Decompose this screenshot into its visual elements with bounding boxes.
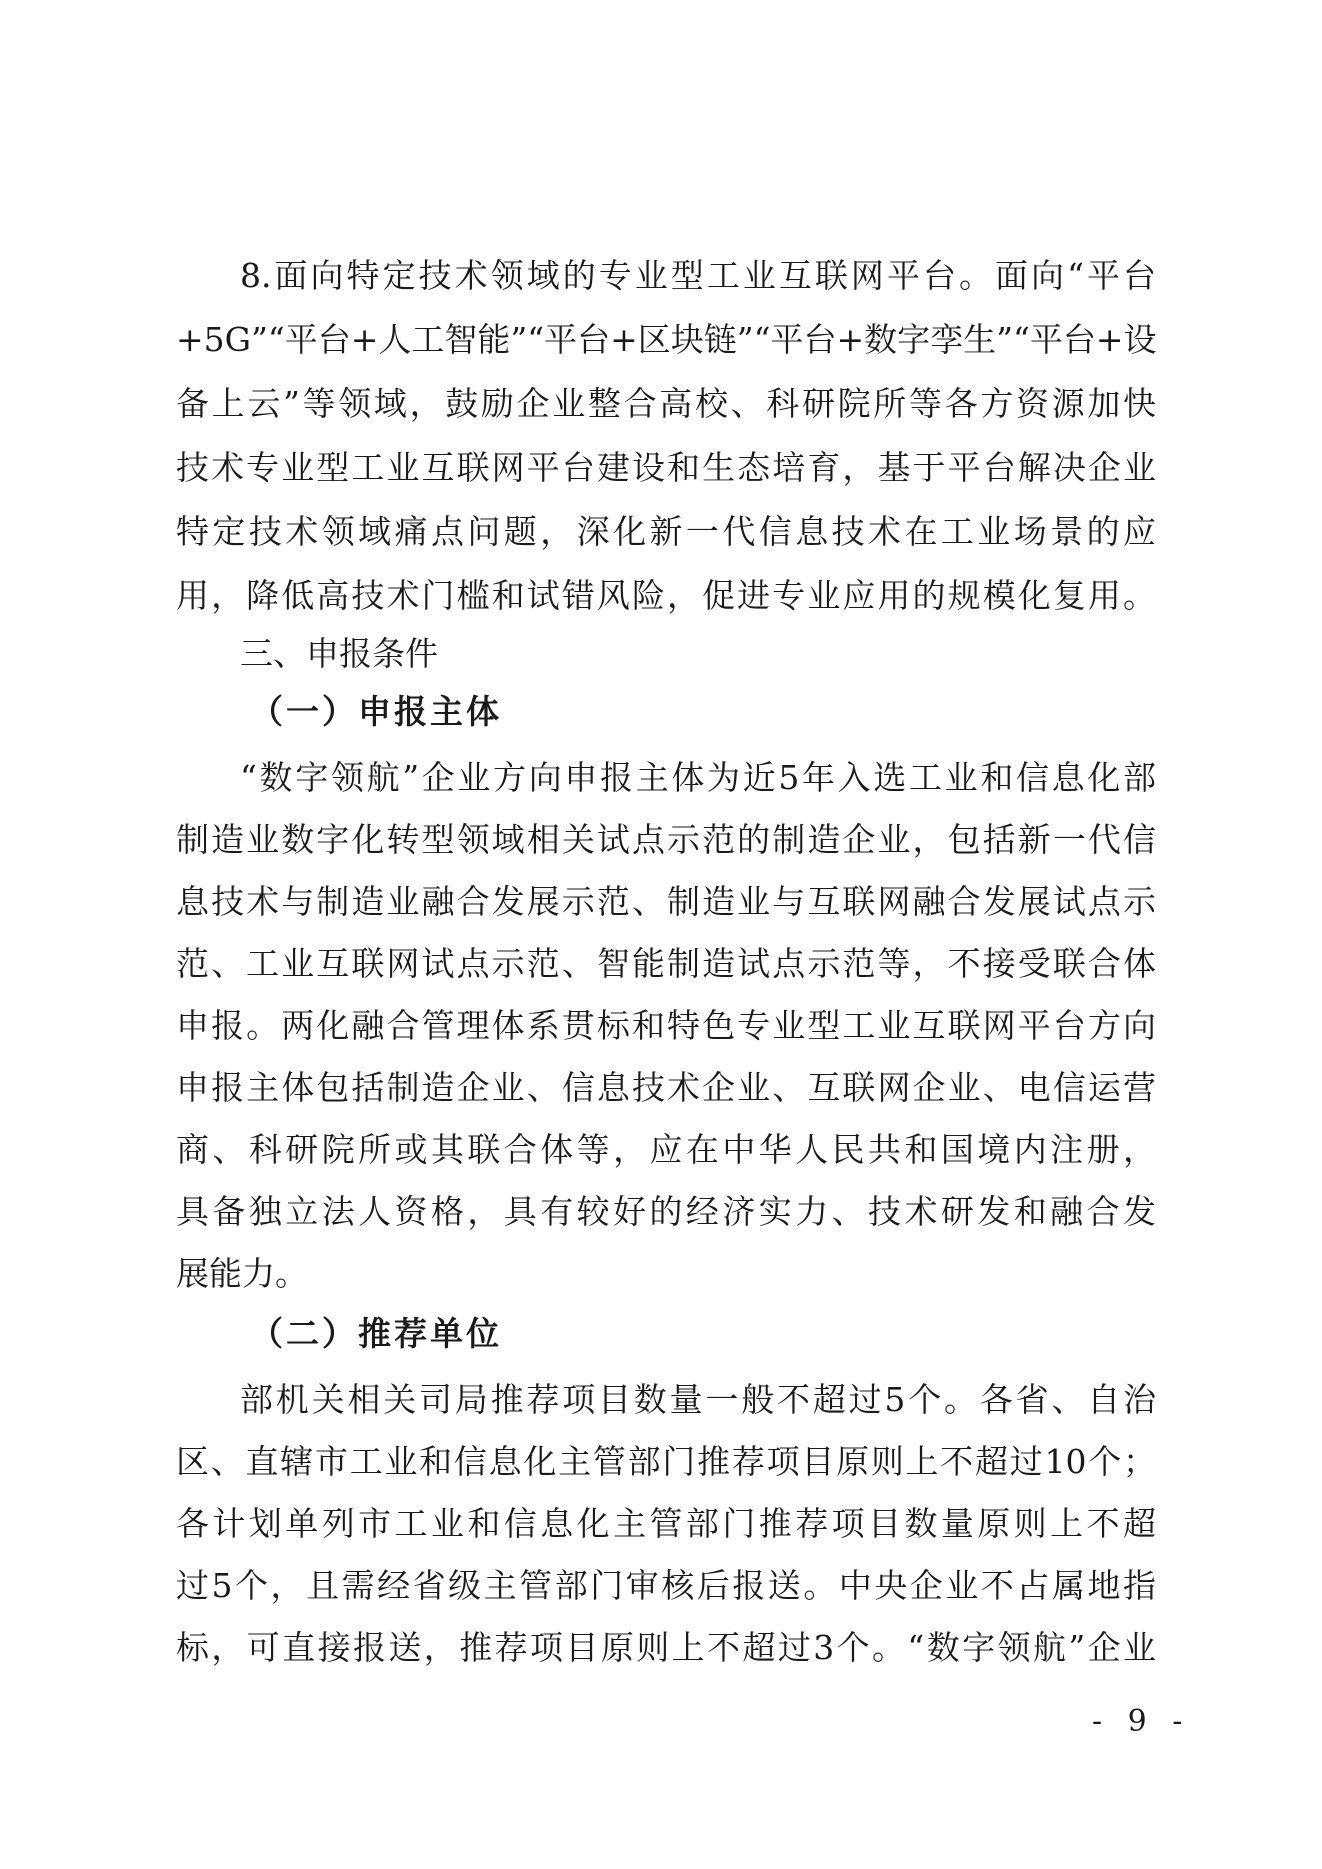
paragraph-line: 特定技术领域痛点问题，深化新一代信息技术在工业场景的应 (176, 512, 1156, 551)
paragraph-line: 具备独立法人资格，具有较好的经济实力、技术研发和融合发 (176, 1192, 1156, 1231)
paragraph-line: 展能力。 (176, 1254, 308, 1293)
paragraph-line: 制造业数字化转型领域相关试点示范的制造企业，包括新一代信 (176, 820, 1156, 859)
paragraph-line: “数字领航”企业方向申报主体为近5年入选工业和信息化部 (240, 758, 1156, 797)
paragraph-line: +5G”“平台+人工智能”“平台+区块链”“平台+数字孪生”“平台+设 (176, 320, 1157, 359)
paragraph-line: 息技术与制造业融合发展示范、制造业与互联网融合发展试点示 (176, 882, 1156, 921)
paragraph-line: 范、工业互联网试点示范、智能制造试点示范等，不接受联合体 (176, 944, 1156, 983)
page-number: - 9 - (1092, 1704, 1191, 1739)
section-heading: 三、申报条件 (240, 634, 438, 673)
paragraph-line: 部机关相关司局推荐项目数量一般不超过5个。各省、自治 (240, 1380, 1156, 1419)
paragraph-line: 技术专业型工业互联网平台建设和生态培育，基于平台解决企业 (176, 448, 1156, 487)
subsection-heading: （一）申报主体 (250, 692, 502, 731)
paragraph-line: 过5个，且需经省级主管部门审核后报送。中央企业不占属地指 (176, 1566, 1156, 1605)
paragraph-line: 各计划单列市工业和信息化主管部门推荐项目数量原则上不超 (176, 1504, 1156, 1543)
paragraph-line: 区、直辖市工业和信息化主管部门推荐项目原则上不超过10个； (176, 1442, 1156, 1481)
paragraph-line: 申报。两化融合管理体系贯标和特色专业型工业互联网平台方向 (176, 1006, 1156, 1045)
paragraph-line: 商、科研院所或其联合体等，应在中华人民共和国境内注册， (176, 1130, 1156, 1169)
paragraph-line: 标，可直接报送，推荐项目原则上不超过3个。“数字领航”企业 (176, 1628, 1156, 1667)
paragraph-line: 8.面向特定技术领域的专业型工业互联网平台。面向“平台 (240, 256, 1156, 295)
paragraph-line: 申报主体包括制造企业、信息技术企业、互联网企业、电信运营 (176, 1068, 1156, 1107)
paragraph-line: 备上云”等领域，鼓励企业整合高校、科研院所等各方资源加快 (176, 384, 1156, 423)
paragraph-line: 用，降低高技术门槛和试错风险，促进专业应用的规模化复用。 (176, 576, 1156, 615)
subsection-heading: （二）推荐单位 (250, 1314, 502, 1353)
